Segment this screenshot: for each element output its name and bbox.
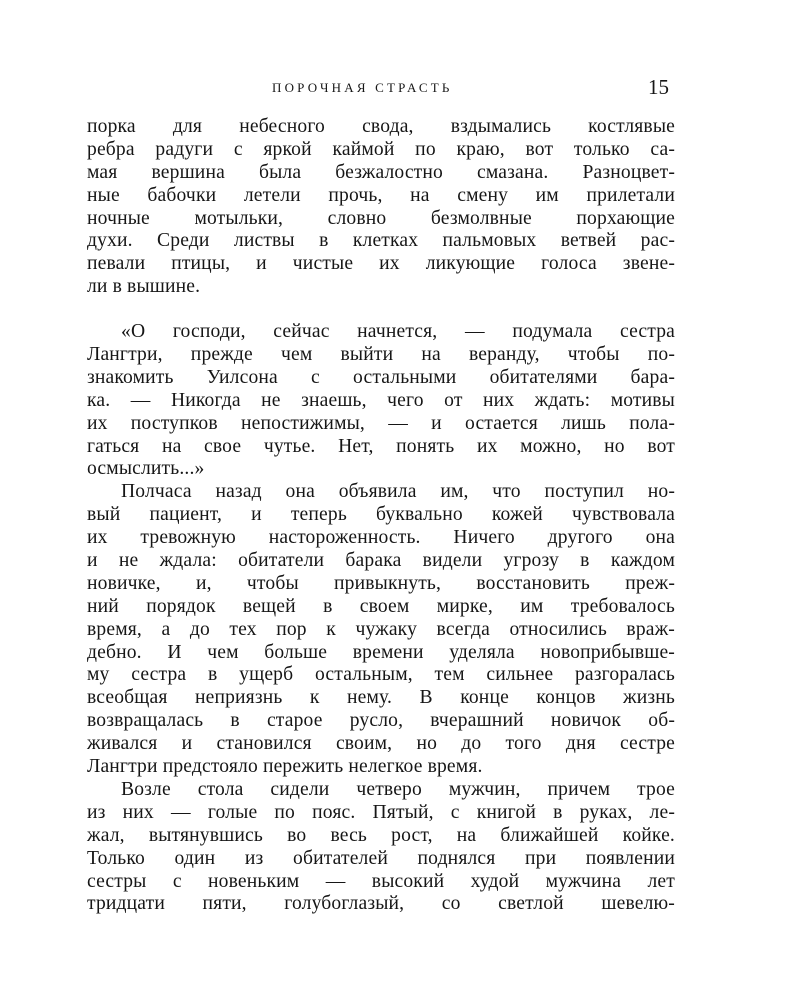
text-line: Возле стола сидели четверо мужчин, причем трое bbox=[121, 778, 675, 800]
text-line: Лангтри предстояло пережить нелегкое время. bbox=[87, 756, 483, 778]
text-line: и не ждала: обитатели барака видели угрозу в каждом bbox=[87, 550, 675, 572]
text-line: вый пациент, и теперь буквально кожей чувствовала bbox=[87, 504, 675, 526]
paragraph bbox=[87, 321, 675, 481]
text-line: ребра радуги с яркой каймой по краю, вот только са- bbox=[87, 138, 675, 160]
text-line: мая вершина была безжалостно смазана. Разноцвет- bbox=[87, 161, 675, 183]
text-line: их тревожную настороженность. Ничего другого она bbox=[87, 527, 675, 549]
text-line: тридцати пяти, голубоглазый, со светлой шевелю- bbox=[87, 893, 675, 915]
text-line: из них — голые по пояс. Пятый, с книгой в руках, ле- bbox=[87, 801, 675, 823]
text-line: жал, вытянувшись во весь рост, на ближайшей койке. bbox=[87, 824, 675, 846]
paragraph bbox=[87, 779, 675, 916]
text-line: ночные мотыльки, словно безмолвные порхающие bbox=[87, 207, 675, 229]
text-line: их поступков непостижимы, — и остается лишь пола- bbox=[87, 412, 675, 434]
paragraph bbox=[87, 116, 675, 299]
running-title: ПОРОЧНАЯ СТРАСТЬ bbox=[272, 80, 453, 95]
text-line: му сестра в ущерб остальным, тем сильнее разгоралась bbox=[87, 664, 675, 686]
text-line: возвращалась в старое русло, вчерашний новичок об- bbox=[87, 710, 675, 732]
text-line: знакомить Уилсона с остальными обитателями бара- bbox=[87, 366, 675, 388]
text-line: живался и становился своим, но до того дня сестре bbox=[87, 733, 675, 755]
paragraph bbox=[87, 481, 675, 779]
text-line: время, а до тех пор к чужаку всегда относились враж- bbox=[87, 618, 675, 640]
text-line: всеобщая неприязнь к нему. В конце концов жизнь bbox=[87, 687, 675, 709]
text-line: осмыслить...» bbox=[87, 458, 205, 480]
text-line: ка. — Никогда не знаешь, чего от них ждать: мотивы bbox=[87, 389, 675, 411]
text-line: Только один из обитателей поднялся при появлении bbox=[87, 847, 675, 869]
text-line: «О господи, сейчас начнется, — подумала сестра bbox=[121, 321, 675, 343]
text-line: Полчаса назад она объявила им, что поступил но- bbox=[121, 481, 675, 503]
text-line: гаться на свое чутье. Нет, понять их можно, но вот bbox=[87, 435, 675, 457]
text-line: певали птицы, и чистые их ликующие голоса звене- bbox=[87, 253, 675, 275]
text-line: Лангтри, прежде чем выйти на веранду, чтобы по- bbox=[87, 344, 675, 366]
page-number: 15 bbox=[648, 75, 669, 99]
text-line: духи. Среди листвы в клетках пальмовых ветвей рас- bbox=[87, 230, 675, 252]
text-line: ные бабочки летели прочь, на смену им прилетали bbox=[87, 184, 675, 206]
text-line: сестры с новеньким — высокий худой мужчина лет bbox=[87, 870, 675, 892]
text-line: ли в вышине. bbox=[87, 276, 201, 298]
text-line: ний порядок вещей в своем мирке, им требовалось bbox=[87, 595, 675, 617]
section-break bbox=[87, 299, 675, 321]
text-line: порка для небесного свода, вздымались костлявые bbox=[87, 116, 675, 137]
text-line: новичке, и, чтобы привыкнуть, восстановить преж- bbox=[87, 572, 675, 594]
body-text bbox=[87, 116, 675, 916]
text-line: дебно. И чем больше времени уделяла новоприбывше- bbox=[87, 641, 675, 663]
